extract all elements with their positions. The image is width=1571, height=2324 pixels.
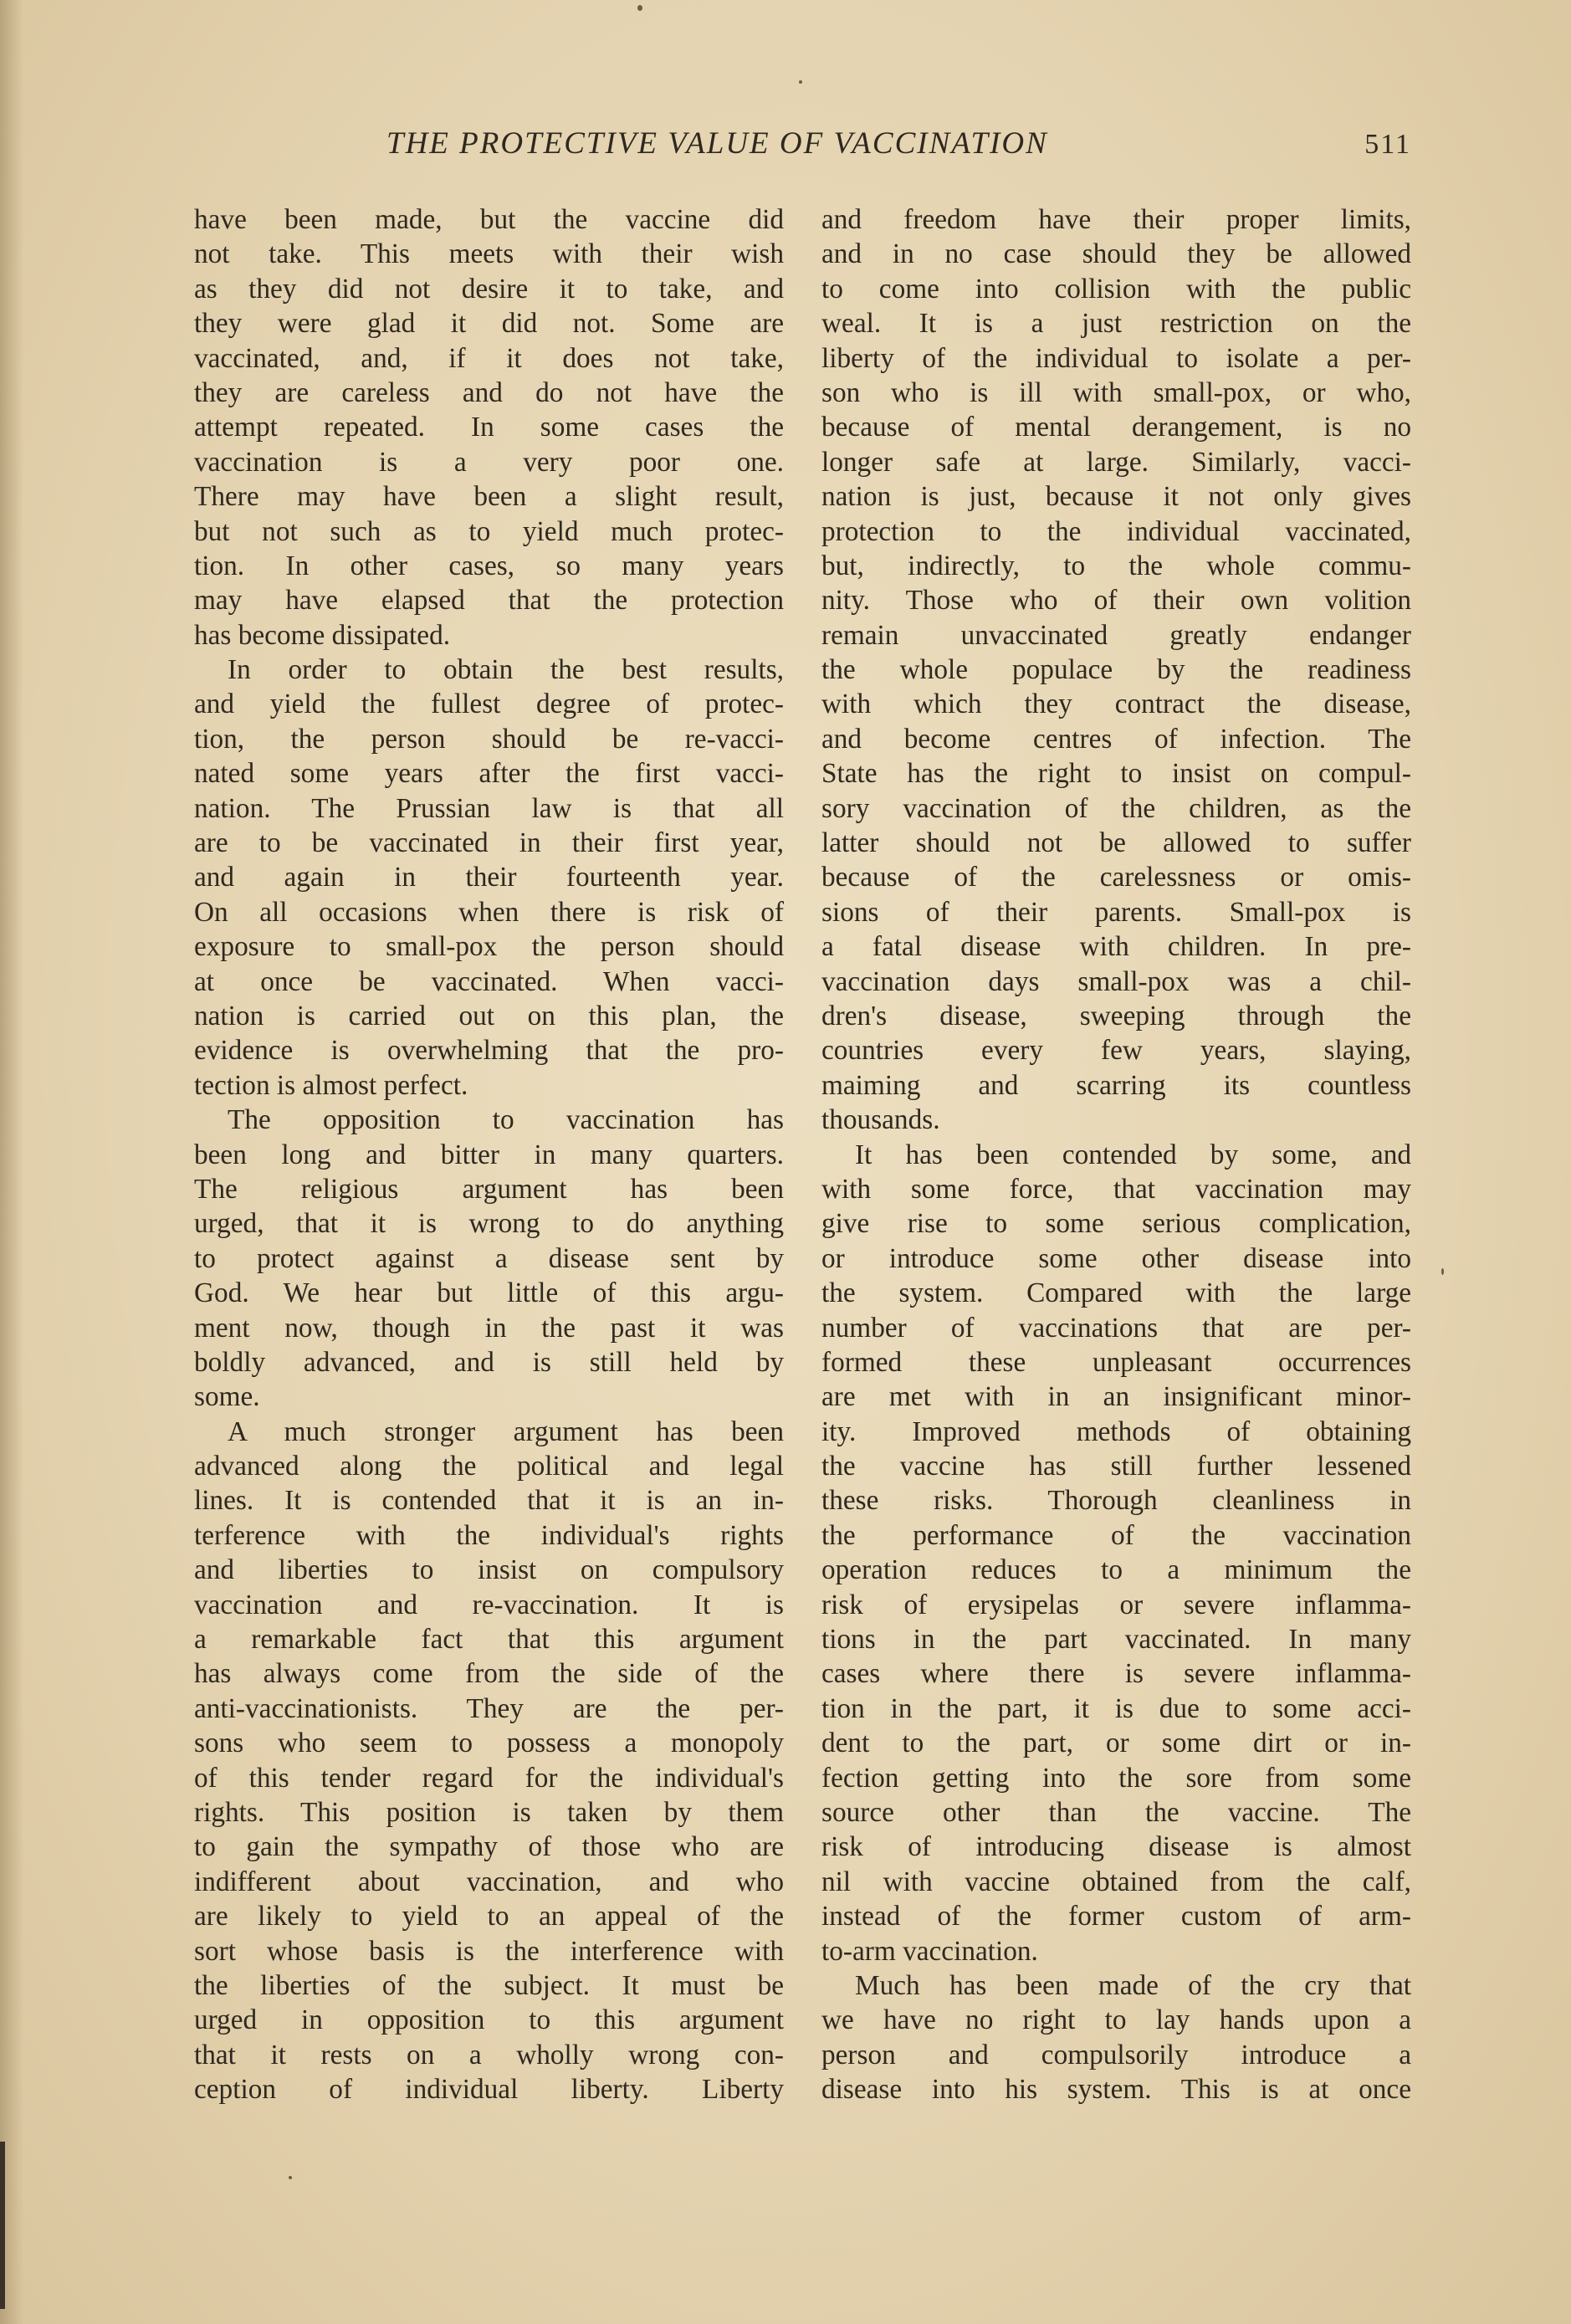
text-line: they are careless and do not have the	[194, 376, 784, 408]
text-line: as they did not desire it to take, and	[194, 273, 784, 305]
text-line: State has the right to insist on compul-	[821, 758, 1411, 790]
left-text-column	[194, 202, 784, 2106]
text-line: attempt repeated. In some cases the	[194, 412, 784, 443]
text-line: of this tender regard for the individual's	[194, 1762, 784, 1794]
text-line: at once be vaccinated. When vacci-	[194, 965, 784, 997]
text-line: The opposition to vaccination has	[228, 1104, 784, 1136]
text-line: the liberties of the subject. It must be	[194, 1969, 784, 2001]
text-line: nil with vaccine obtained from the calf,	[821, 1866, 1411, 1897]
text-line: that it rests on a wholly wrong con-	[194, 2039, 784, 2071]
text-line: tection is almost perfect.	[194, 1069, 468, 1101]
right-text-column	[821, 202, 1411, 2106]
text-line: In order to obtain the best results,	[228, 654, 784, 686]
text-line: they were glad it did not. Some are	[194, 308, 784, 340]
text-line: the whole populace by the readiness	[821, 654, 1411, 686]
text-line: with which they contract the disease,	[821, 688, 1411, 720]
text-line: nity. Those who of their own volition	[821, 585, 1411, 617]
text-line: nation is carried out on this plan, the	[194, 1000, 784, 1031]
text-line: the vaccine has still further lessened	[821, 1451, 1411, 1482]
text-line: but not such as to yield much protec-	[194, 515, 784, 547]
text-line: dent to the part, or some dirt or in-	[821, 1728, 1411, 1759]
text-line: tion. In other cases, so many years	[194, 550, 784, 581]
running-header	[194, 125, 1411, 176]
text-line: protection to the individual vaccinated,	[821, 515, 1411, 547]
paper-speck	[637, 5, 642, 11]
text-line: source other than the vaccine. The	[821, 1796, 1411, 1828]
text-line: sort whose basis is the interference with	[194, 1935, 784, 1967]
text-line: remain unvaccinated greatly endanger	[821, 619, 1411, 651]
text-line: ity. Improved methods of obtaining	[821, 1415, 1411, 1447]
text-line: liberty of the individual to isolate a per-	[821, 342, 1411, 374]
text-line: son who is ill with small-pox, or who,	[821, 376, 1411, 408]
text-line: evidence is overwhelming that the pro-	[194, 1035, 784, 1067]
text-line: ment now, though in the past it was	[194, 1312, 784, 1344]
page-number: 511	[1364, 129, 1411, 160]
text-line: ception of individual liberty. Liberty	[194, 2074, 784, 2106]
text-line: It has been contended by some, and	[855, 1139, 1411, 1170]
text-line: but, indirectly, to the whole commu-	[821, 550, 1411, 581]
text-line: tions in the part vaccinated. In many	[821, 1624, 1411, 1656]
text-line: disease into his system. This is at once	[821, 2074, 1411, 2106]
binding-edge-mark	[0, 2142, 5, 2309]
text-line: are to be vaccinated in their first year,	[194, 827, 784, 859]
text-line: are likely to yield to an appeal of the	[194, 1901, 784, 1932]
text-line: some.	[194, 1381, 260, 1413]
text-line: countries every few years, slaying,	[821, 1035, 1411, 1067]
text-line: latter should not be allowed to suffer	[821, 827, 1411, 859]
text-line: vaccination days small-pox was a chil-	[821, 965, 1411, 997]
text-line: weal. It is a just restriction on the	[821, 308, 1411, 340]
text-line: nation. The Prussian law is that all	[194, 792, 784, 824]
text-line: not take. This meets with their wish	[194, 238, 784, 270]
text-line: we have no right to lay hands upon a	[821, 2004, 1411, 2036]
text-line: and in no case should they be allowed	[821, 238, 1411, 270]
text-line: number of vaccinations that are per-	[821, 1312, 1411, 1344]
binding-shadow	[0, 0, 23, 2324]
text-line: these risks. Thorough cleanliness in	[821, 1485, 1411, 1517]
text-line: urged, that it is wrong to do anything	[194, 1208, 784, 1240]
text-line: anti-vaccinationists. They are the per-	[194, 1692, 784, 1724]
text-line: nation is just, because it not only gives	[821, 481, 1411, 513]
text-line: instead of the former custom of arm-	[821, 1901, 1411, 1932]
text-line: Much has been made of the cry that	[855, 1969, 1411, 2001]
text-line: tion, the person should be re-vacci-	[194, 723, 784, 755]
text-line: vaccinated, and, if it does not take,	[194, 342, 784, 374]
text-line: rights. This position is taken by them	[194, 1796, 784, 1828]
text-line: thousands.	[821, 1104, 940, 1136]
paper-speck	[289, 2176, 292, 2179]
text-line: and yield the fullest degree of protec-	[194, 688, 784, 720]
text-line: exposure to small-pox the person should	[194, 931, 784, 963]
text-line: to-arm vaccination.	[821, 1935, 1038, 1967]
text-line: cases where there is severe inflamma-	[821, 1658, 1411, 1690]
text-line: longer safe at large. Similarly, vacci-	[821, 446, 1411, 478]
text-line: terference with the individual's rights	[194, 1519, 784, 1551]
text-line: because of mental derangement, is no	[821, 412, 1411, 443]
text-line: tion in the part, it is due to some acci-	[821, 1692, 1411, 1724]
text-line: The religious argument has been	[194, 1173, 784, 1205]
text-line: boldly advanced, and is still held by	[194, 1346, 784, 1378]
text-line: give rise to some serious complication,	[821, 1208, 1411, 1240]
text-line: nated some years after the first vacci-	[194, 758, 784, 790]
text-line: A much stronger argument has been	[228, 1415, 784, 1447]
text-line: person and compulsorily introduce a	[821, 2039, 1411, 2071]
text-line: indifferent about vaccination, and who	[194, 1866, 784, 1897]
text-line: risk of erysipelas or severe inflamma-	[821, 1589, 1411, 1620]
text-line: been long and bitter in many quarters.	[194, 1139, 784, 1170]
text-line: a remarkable fact that this argument	[194, 1624, 784, 1656]
paper-speck	[1441, 1268, 1444, 1275]
running-title: THE PROTECTIVE VALUE OF VACCINATION	[386, 126, 1048, 161]
text-line: dren's disease, sweeping through the	[821, 1000, 1411, 1031]
text-line: because of the carelessness or omis-	[821, 862, 1411, 893]
text-line: urged in opposition to this argument	[194, 2004, 784, 2036]
text-line: sory vaccination of the children, as the	[821, 792, 1411, 824]
text-line: has become dissipated.	[194, 619, 451, 651]
text-line: operation reduces to a minimum the	[821, 1554, 1411, 1586]
text-line: sons who seem to possess a monopoly	[194, 1728, 784, 1759]
text-line: On all occasions when there is risk of	[194, 896, 784, 928]
text-line: to protect against a disease sent by	[194, 1242, 784, 1274]
text-line: fection getting into the sore from some	[821, 1762, 1411, 1794]
text-line: risk of introducing disease is almost	[821, 1831, 1411, 1863]
text-line: have been made, but the vaccine did	[194, 204, 784, 235]
text-line: advanced along the political and legal	[194, 1451, 784, 1482]
text-line: the system. Compared with the large	[821, 1277, 1411, 1309]
text-line: to gain the sympathy of those who are	[194, 1831, 784, 1863]
text-line: with some force, that vaccination may	[821, 1173, 1411, 1205]
text-line: and liberties to insist on compulsory	[194, 1554, 784, 1586]
text-line: are met with in an insignificant minor-	[821, 1381, 1411, 1413]
text-line: formed these unpleasant occurrences	[821, 1346, 1411, 1378]
text-line: God. We hear but little of this argu-	[194, 1277, 784, 1309]
text-line: may have elapsed that the protection	[194, 585, 784, 617]
text-line: or introduce some other disease into	[821, 1242, 1411, 1274]
text-line: and freedom have their proper limits,	[821, 204, 1411, 235]
text-line: and become centres of infection. The	[821, 723, 1411, 755]
text-line: has always come from the side of the	[194, 1658, 784, 1690]
text-line: and again in their fourteenth year.	[194, 862, 784, 893]
text-line: to come into collision with the public	[821, 273, 1411, 305]
text-line: sions of their parents. Small-pox is	[821, 896, 1411, 928]
text-line: vaccination is a very poor one.	[194, 446, 784, 478]
text-line: vaccination and re-vaccination. It is	[194, 1589, 784, 1620]
text-line: lines. It is contended that it is an in-	[194, 1485, 784, 1517]
text-line: the performance of the vaccination	[821, 1519, 1411, 1551]
text-line: a fatal disease with children. In pre-	[821, 931, 1411, 963]
text-line: maiming and scarring its countless	[821, 1069, 1411, 1101]
text-line: There may have been a slight result,	[194, 481, 784, 513]
paper-speck	[799, 80, 802, 84]
